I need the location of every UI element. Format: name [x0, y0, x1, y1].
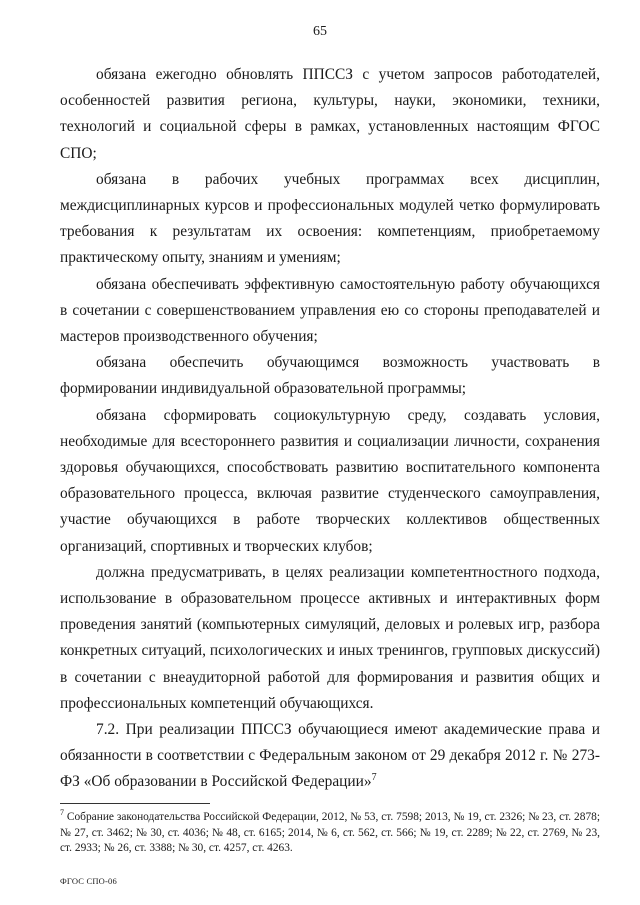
paragraph-individual-program: обязана обеспечить обучающимся возможность участвовать в формировании индивидуальной образовательной программы; [60, 354, 600, 398]
paragraph-update-ppssz: обязана ежегодно обновлять ППССЗ с учетом запросов работодателей, особенностей развития региона, культуры, науки, экономики, техники, технологий и социальной сферы в рамках, установленных настоящим ФГОС СПО; [60, 66, 600, 162]
paragraph-competence-approach: должна предусматривать, в целях реализации компетентностного подхода, использование в образовательном процессе активных и интерактивных форм проведения занятий (компьютерных симуляций, деловых и ролевых игр, разбора конкретных ситуаций, психологических и иных тренингов, групповых дискуссий) в сочетании с внеаудиторной работой для формирования и развития общих и профессиональных компетенций обучающихся. [60, 563, 600, 712]
paragraph-sociocultural-environment: обязана сформировать социокультурную среду, создавать условия, необходимые для всестороннего развития и социализации личности, сохранения здоровья обучающихся, способствовать развитию воспитательного компонента образовательного процесса, включая развитие студенческого самоуправления, участие обучающихся в работе творческих коллективов общественных организаций, спортивных и творческих клубов; [60, 406, 600, 555]
footnote-reference: 7 [371, 772, 377, 784]
footnote-divider [60, 803, 210, 804]
page-number: 65 [313, 24, 327, 39]
paragraph-independent-work: обязана обеспечивать эффективную самостоятельную работу обучающихся в сочетании с совершенствованием управления ею со стороны преподавателей и мастеров производственного обучения; [60, 275, 600, 346]
footnote-text: Собрание законодательства Российской Федерации, 2012, № 53, ст. 7598; 2013, № 19, ст. 2326; № 23, ст. 2878; № 27, ст. 3462; № 30, ст. 4036; № 48, ст. 6165; 2014, № 6, ст. 562, ст. 566; № 19, ст. 2289; № 22, ст. 2769, № 23, ст. 2933; № 26, ст. 3388; № 30, ст. 4257, ст. 4263. [60, 811, 600, 855]
paragraph-work-programs: обязана в рабочих учебных программах всех дисциплин, междисциплинарных курсов и профессиональных модулей четко формулировать требования к результатам их освоения: компетенциям, приобретаемому практическому опыту, знаниям и умениям; [60, 170, 600, 267]
paragraph-section-7-2 [60, 717, 600, 796]
footnote [60, 810, 600, 857]
footnote-marker: 7 [60, 808, 64, 818]
section-7-2-text: 7.2. При реализации ППССЗ обучающиеся имеют академические права и обязанности в соответствии с Федеральным законом от 29 декабря 2012 г. № 273-ФЗ «Об образовании в Российской Федерации» [60, 721, 600, 791]
footer-document-code: ФГОС СПО-06 [60, 876, 117, 886]
document-body [60, 62, 600, 796]
